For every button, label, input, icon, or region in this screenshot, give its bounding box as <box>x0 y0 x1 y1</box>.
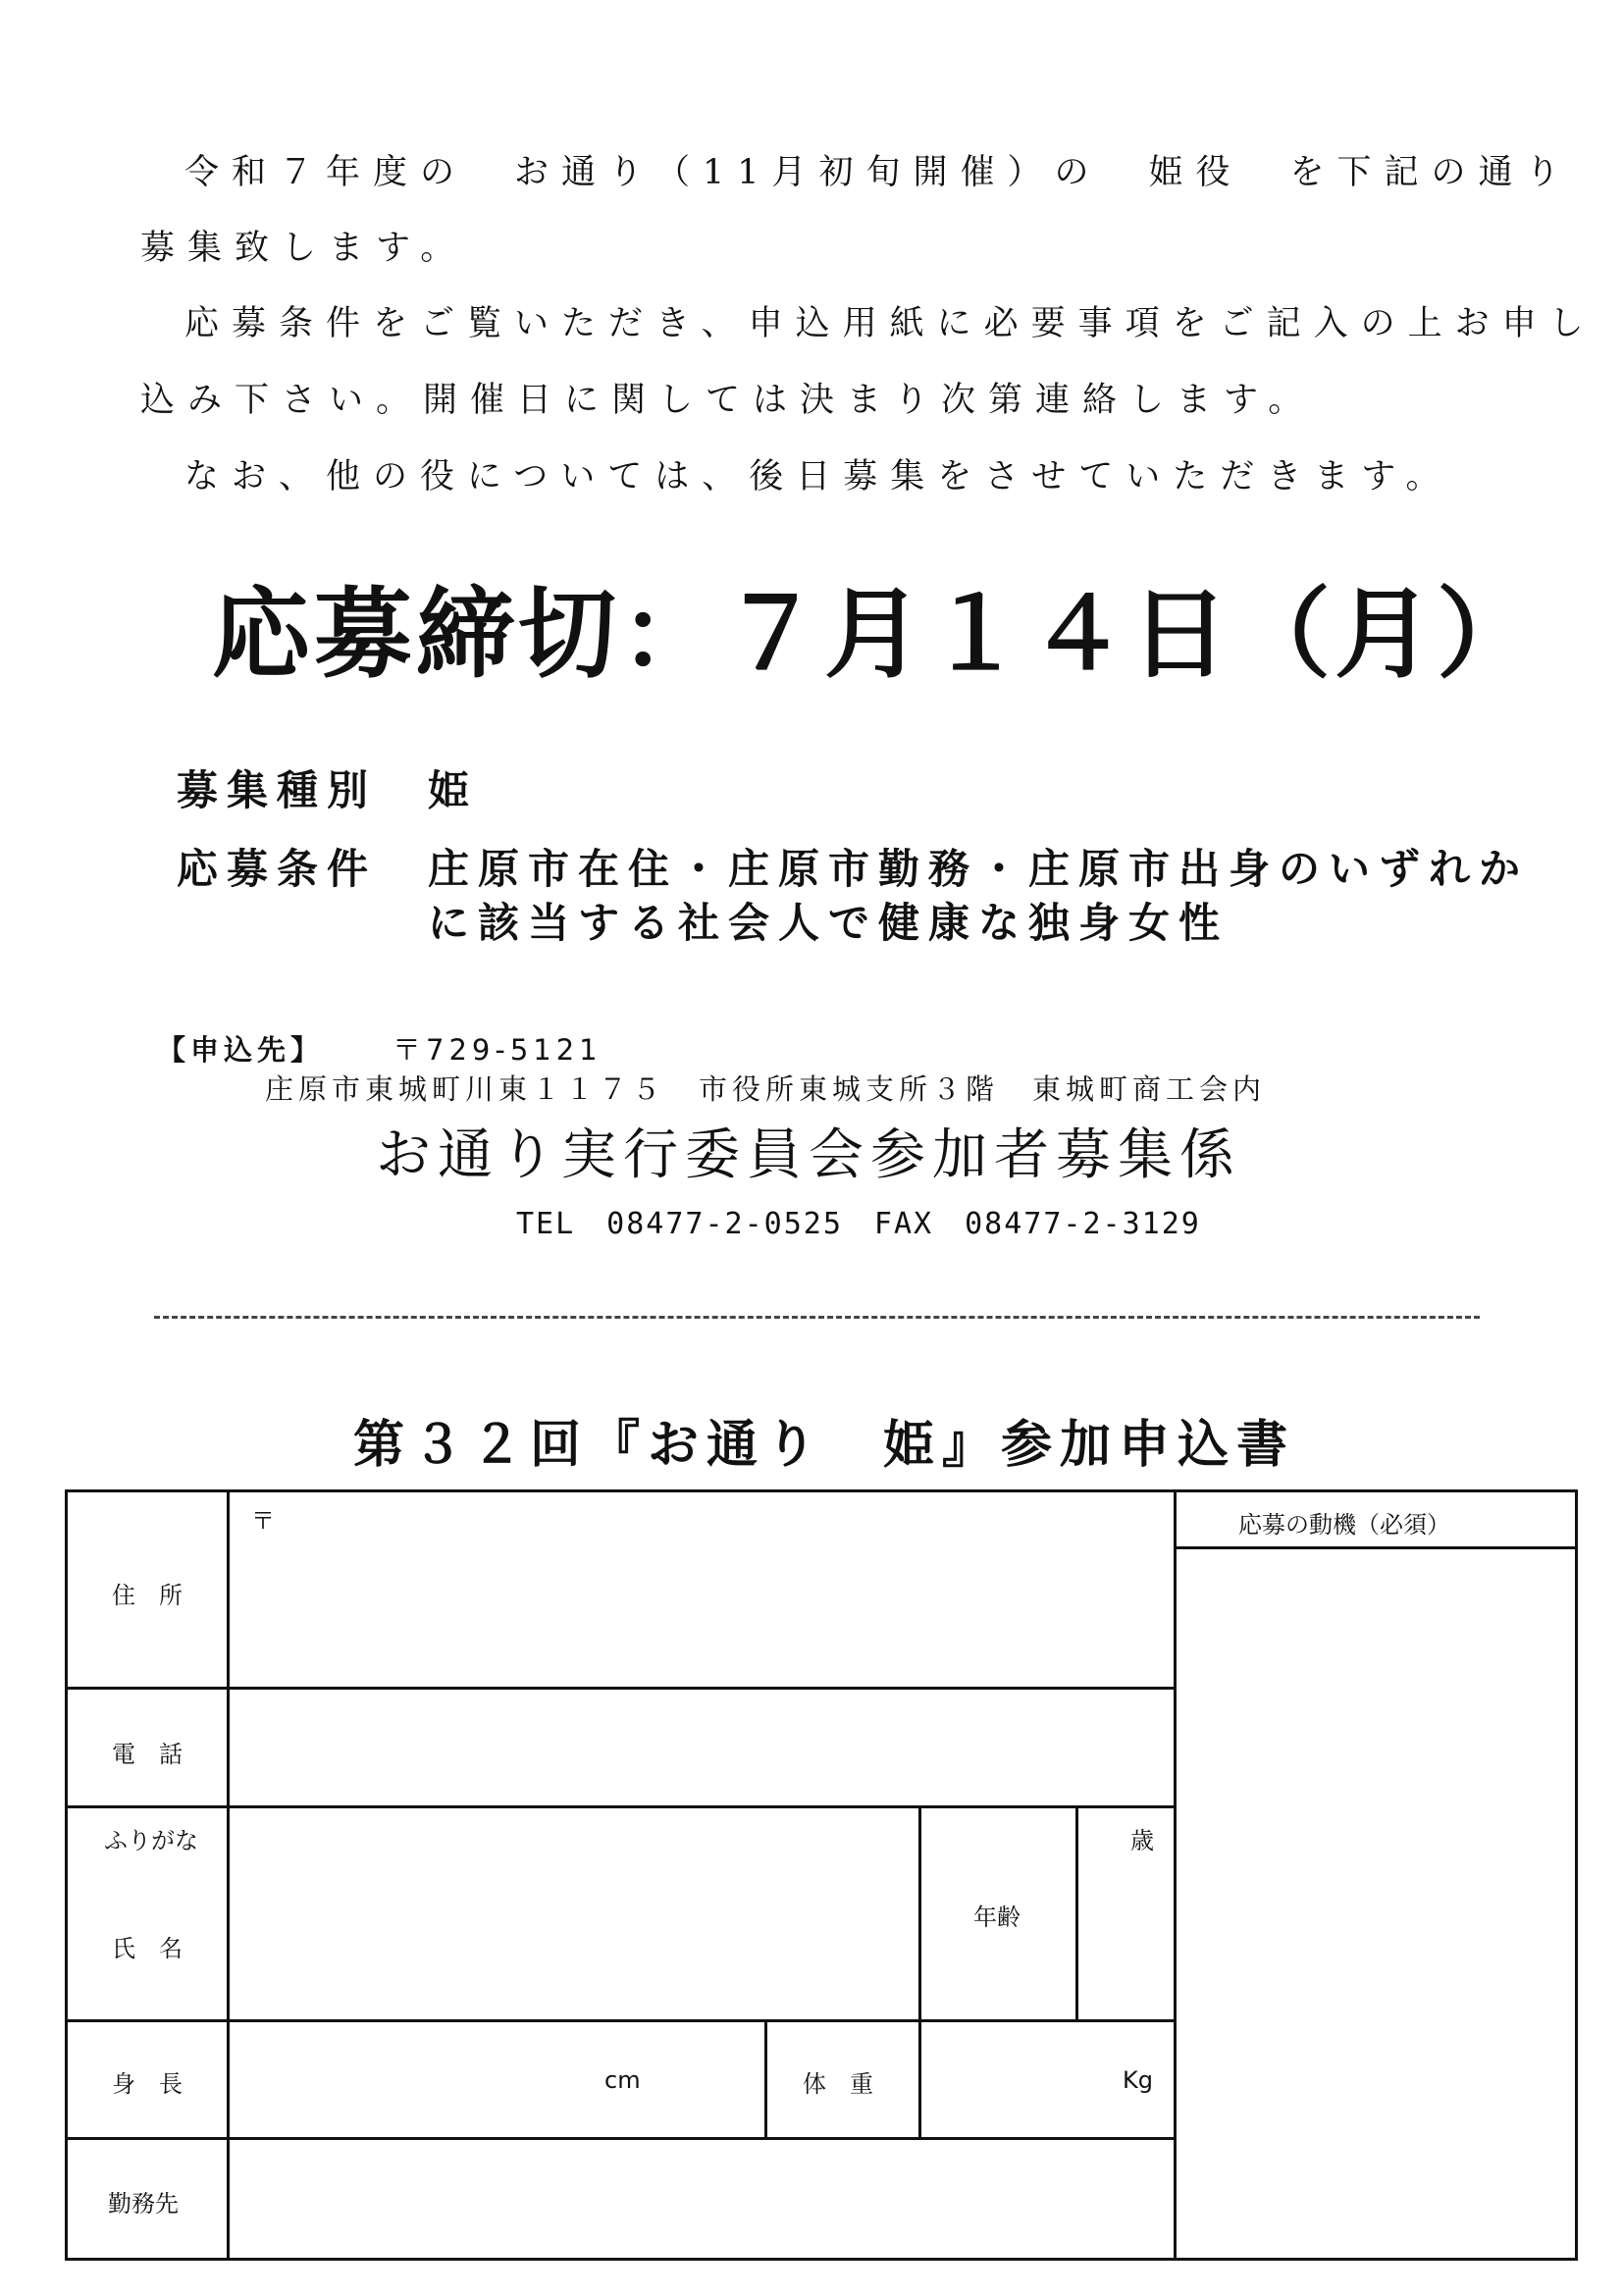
weight-label-right-divider <box>918 2019 921 2140</box>
recruitment-condition-line-1: 庄原市在住・庄原市勤務・庄原市出身のいずれか <box>428 845 1530 893</box>
contact-address: 庄原市東城町川東１１７５ 市役所東城支所３階 東城町商工会内 <box>265 1072 1267 1106</box>
form-border-top <box>65 1489 1578 1492</box>
age-unit: 歳 <box>1130 1827 1154 1854</box>
motive-input[interactable] <box>1178 1550 1574 2257</box>
contact-label: 【申込先】 <box>157 1033 325 1067</box>
cut-line-divider <box>154 1316 1480 1319</box>
height-label: 身 長 <box>112 2070 183 2098</box>
form-border-bottom <box>65 2258 1578 2261</box>
row-divider-address <box>65 1687 1177 1690</box>
weight-input[interactable] <box>922 2023 1119 2135</box>
address-input[interactable] <box>230 1517 1172 1684</box>
form-border-right <box>1575 1489 1578 2261</box>
workplace-input[interactable] <box>230 2141 1172 2257</box>
age-input[interactable] <box>1079 1809 1172 2017</box>
contact-organization: お通り実行委員会参加者募集係 <box>376 1123 1241 1187</box>
contact-postal: 〒729-5121 <box>393 1033 602 1067</box>
weight-label-left-divider <box>764 2019 767 2140</box>
recruitment-condition-label: 応募条件 <box>177 845 378 893</box>
row-divider-height <box>65 2137 1177 2140</box>
age-label-divider <box>918 1805 921 2022</box>
furigana-label: ふりがな <box>104 1827 198 1854</box>
intro-line-3: 応募条件をご覧いただき、申込用紙に必要事項をご記入の上お申し <box>184 304 1597 343</box>
contact-phone: TEL 08477-2-0525 FAX 08477-2-3129 <box>516 1207 1201 1241</box>
height-input[interactable] <box>230 2023 759 2135</box>
address-label: 住 所 <box>112 1582 183 1609</box>
age-label: 年齢 <box>973 1904 1021 1931</box>
form-border-left <box>65 1489 68 2261</box>
intro-line-2: 募集致します。 <box>140 229 468 268</box>
weight-unit: Kg <box>1123 2066 1153 2094</box>
age-value-divider <box>1075 1805 1078 2022</box>
weight-label: 体 重 <box>803 2070 873 2098</box>
name-label: 氏 名 <box>112 1935 183 1962</box>
postal-mark: 〒 <box>251 1507 275 1535</box>
name-input[interactable] <box>230 1809 916 2017</box>
application-form <box>65 1489 1578 2261</box>
motive-header-divider <box>1174 1546 1578 1549</box>
phone-label: 電 話 <box>112 1741 183 1768</box>
intro-line-5: なお、他の役については、後日募集をさせていただきます。 <box>184 457 1453 496</box>
motive-column-divider <box>1174 1489 1177 2261</box>
motive-label: 応募の動機（必須） <box>1238 1511 1450 1539</box>
row-divider-name <box>65 2019 1177 2022</box>
recruitment-condition-line-2: に該当する社会人で健康な独身女性 <box>428 899 1230 947</box>
height-unit: cm <box>604 2066 641 2094</box>
recruitment-type-label: 募集種別 <box>177 766 378 814</box>
phone-input[interactable] <box>230 1692 1172 1803</box>
intro-line-1: 令和７年度の お通り（11月初旬開催）の 姫役 を下記の通り <box>184 153 1573 192</box>
form-title: 第３２回『お通り 姫』参加申込書 <box>353 1415 1296 1475</box>
row-divider-phone <box>65 1805 1177 1808</box>
deadline-heading: 応募締切：７月１４日（月） <box>212 577 1539 692</box>
recruitment-type-value: 姫 <box>428 766 479 814</box>
intro-line-4: 込み下さい。開催日に関しては決まり次第連絡します。 <box>140 381 1316 420</box>
workplace-label: 勤務先 <box>108 2190 179 2218</box>
